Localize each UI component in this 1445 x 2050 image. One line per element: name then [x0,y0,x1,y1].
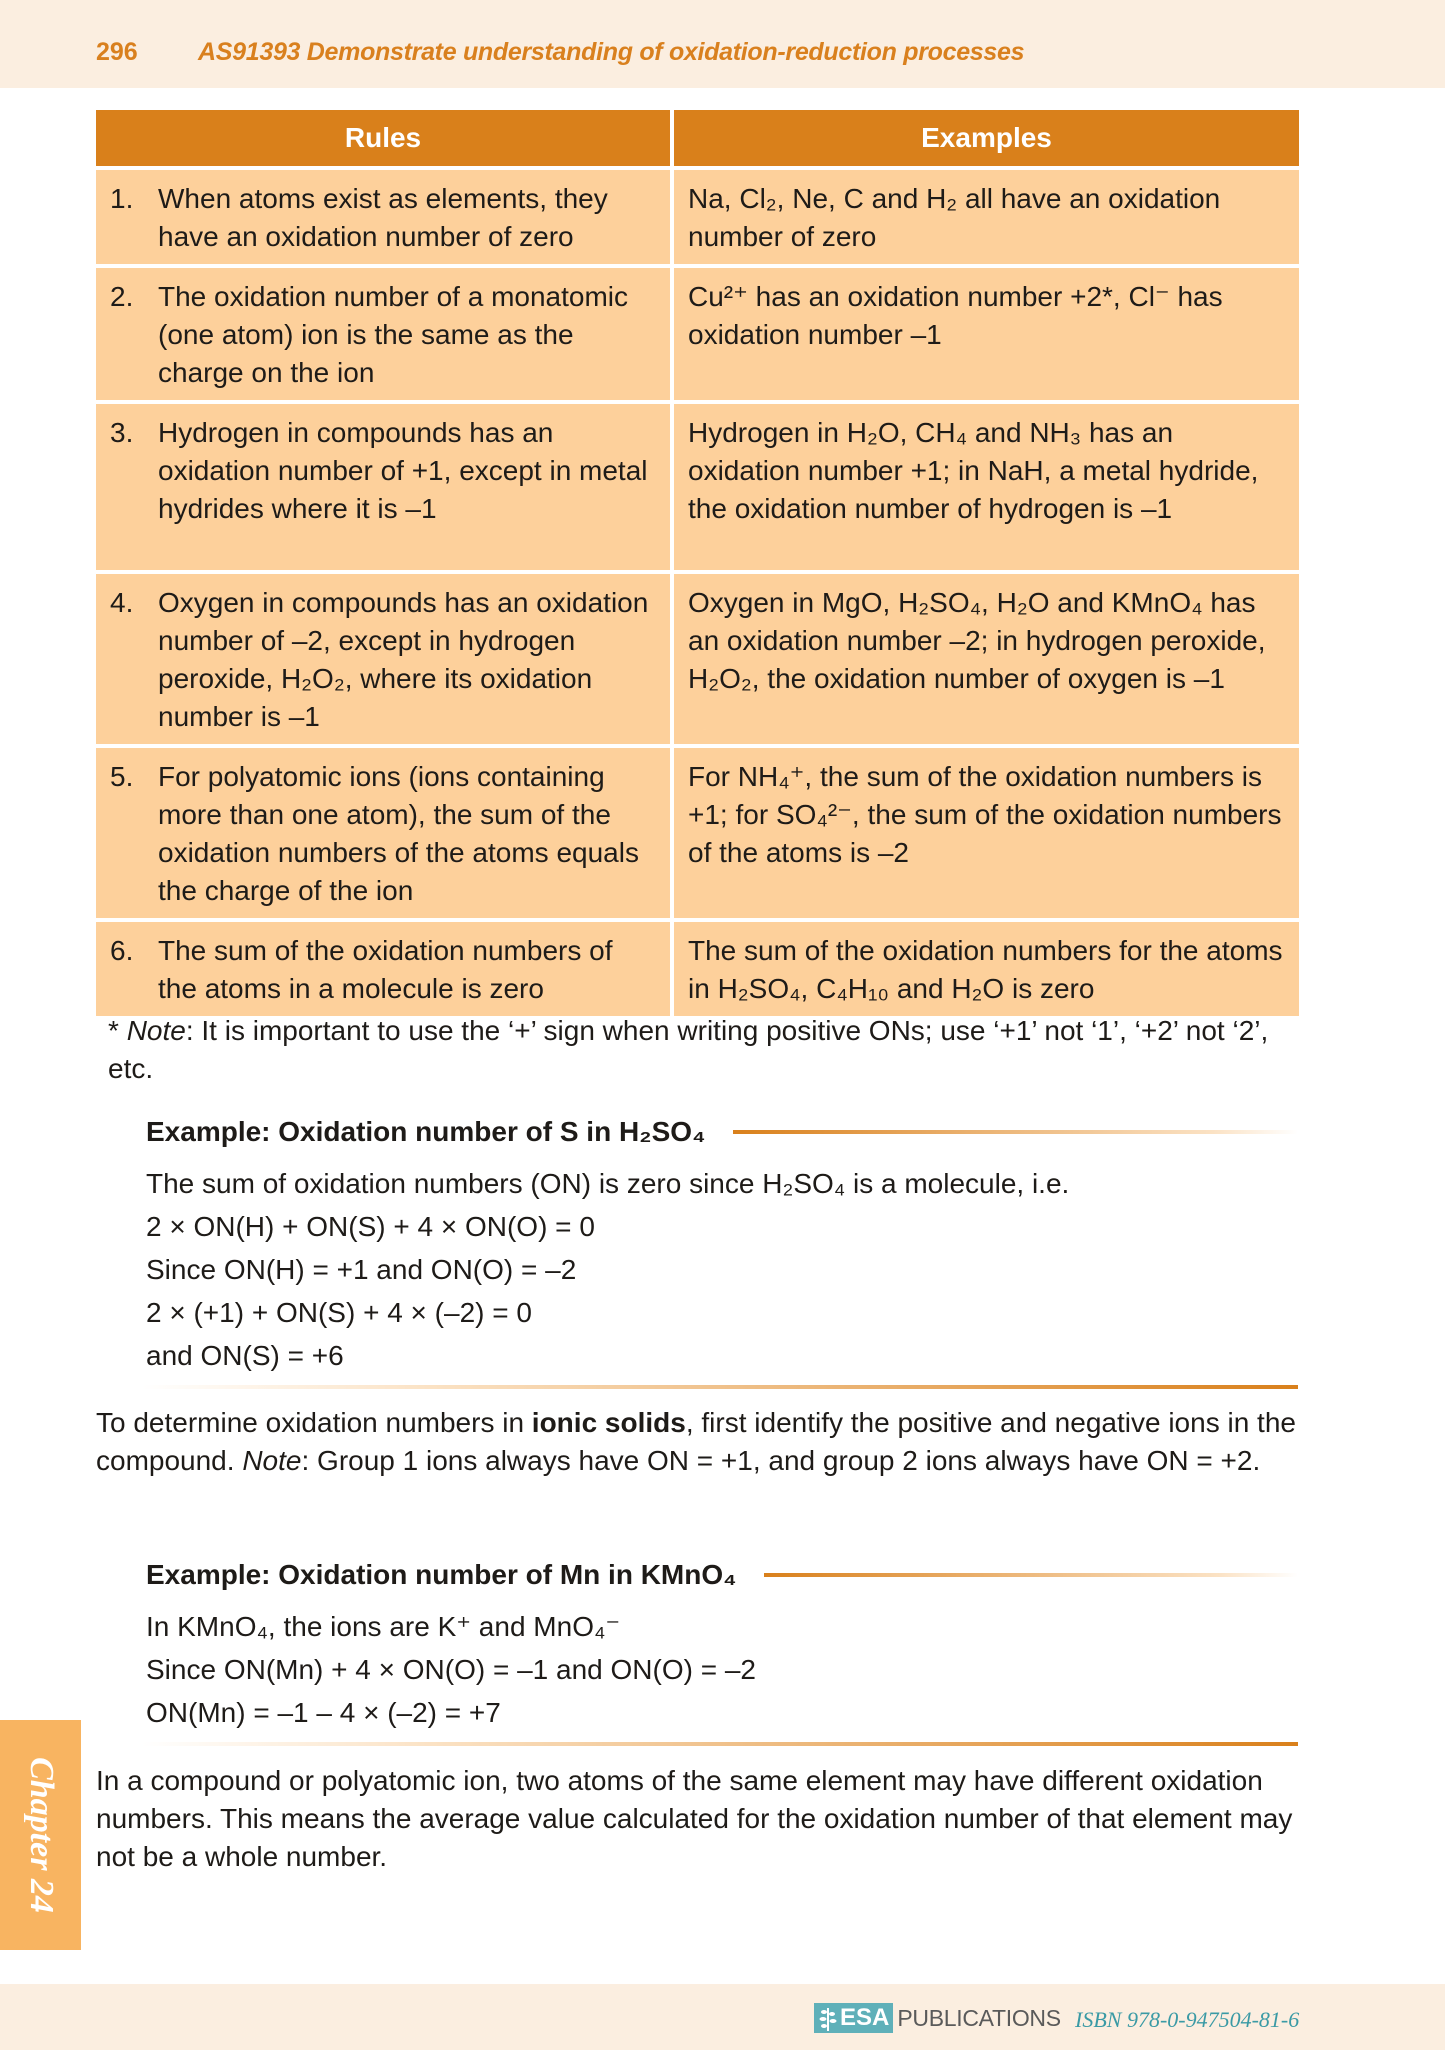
example-line: ON(Mn) = –1 – 4 × (–2) = +7 [146,1697,501,1728]
example-heading-text: Example: Oxidation number of S in H₂SO₄ [146,1116,706,1147]
heading-divider [733,1130,1298,1134]
rule-number: 3. [110,417,134,448]
isbn: ISBN 978-0-947504-81-6 [1075,2007,1300,2032]
table-row [96,922,1299,1016]
page-number: 296 [96,38,138,66]
example-cell: Hydrogen in H₂O, CH₄ and NH₃ has an oxidation number +1; in NaH, a metal hydride, the oxidation number of hydrogen is –1 [674,404,1299,574]
example-line: 2 × (+1) + ON(S) + 4 × (–2) = 0 [146,1297,532,1328]
footnote-text: It is important to use the ‘+’ sign when writing positive ONs; use ‘+1’ not ‘1’, ‘+2’ not ‘2’, etc. [108,1015,1269,1084]
paragraph-text: , first identify the positive and negative ions in the compound. [96,1407,1296,1476]
chapter-label: Chapter 24 [22,1757,60,1913]
rule-cell [96,268,674,404]
rule-cell [96,170,674,268]
footnote-asterisk: * [108,1015,119,1046]
example-box-sulfur [146,1112,1298,1389]
logo-text: ESA [840,2004,890,2031]
example-cell: Na, Cl₂, Ne, C and H₂ all have an oxidation number of zero [674,170,1299,268]
example-heading [146,1112,1298,1152]
rule-cell [96,574,674,748]
table-row [96,748,1299,922]
oxidation-rules-table [96,110,1299,1016]
running-title: AS91393 Demonstrate understanding of oxidation-reduction processes [198,38,1025,66]
publisher-logo [814,2003,1061,2033]
rule-number: 4. [110,587,134,618]
rule-number: 6. [110,935,134,966]
rule-cell [96,748,674,922]
example-line: In KMnO₄, the ions are K⁺ and MnO₄⁻ [146,1611,621,1642]
rule-number: 1. [110,183,134,214]
rule-text: When atoms exist as elements, they have an oxidation number of zero [158,183,608,252]
example-cell: Cu²⁺ has an oxidation number +2*, Cl⁻ has oxidation number –1 [674,268,1299,404]
example-box-manganese [146,1555,1298,1746]
table-row [96,574,1299,748]
column-header-rules: Rules [96,110,674,170]
column-header-examples: Examples [674,110,1299,170]
publisher-name: PUBLICATIONS [897,2004,1061,2031]
example-line: The sum of oxidation numbers (ON) is zero since H₂SO₄ is a molecule, i.e. [146,1168,1070,1199]
rule-text: The oxidation number of a monatomic (one atom) ion is the same as the charge on the ion [158,281,629,388]
rule-text: Hydrogen in compounds has an oxidation number of +1, except in metal hydrides where it is –1 [158,417,648,524]
table-row [96,404,1299,574]
rule-number: 5. [110,761,134,792]
example-line: 2 × ON(H) + ON(S) + 4 × ON(O) = 0 [146,1211,595,1242]
rule-text: For polyatomic ions (ions containing more than one atom), the sum of the oxidation numbers of the atoms equals the charge of the ion [158,761,639,906]
table-row [96,170,1299,268]
footnote: * Note: It is important to use the ‘+’ sign when writing positive ONs; use ‘+1’ not ‘1’, ‘+2’ not ‘2’, etc. [108,1015,1269,1084]
example-footer-divider [142,1385,1298,1389]
footnote-label: Note [126,1015,186,1046]
example-body [146,1605,1298,1734]
example-footer-divider [142,1742,1298,1746]
example-cell: For NH₄⁺, the sum of the oxidation numbers is +1; for SO₄²⁻, the sum of the oxidation numbers of the atoms is –2 [674,748,1299,922]
tree-icon [818,2004,838,2032]
rule-number: 2. [110,281,134,312]
average-on-paragraph: In a compound or polyatomic ion, two atoms of the same element may have different oxidation numbers. This means the average value calculated for the oxidation number of that element may not be a whole number. [96,1765,1293,1872]
rule-text: Oxygen in compounds has an oxidation number of –2, except in hydrogen peroxide, H₂O₂, where its oxidation number is –1 [158,587,649,732]
example-cell: The sum of the oxidation numbers for the atoms in H₂SO₄, C₄H₁₀ and H₂O is zero [674,922,1299,1016]
paragraph-text: : Group 1 ions always have ON = +1, and group 2 ions always have ON = +2. [301,1445,1261,1476]
example-line: Since ON(H) = +1 and ON(O) = –2 [146,1254,577,1285]
example-cell: Oxygen in MgO, H₂SO₄, H₂O and KMnO₄ has an oxidation number –2; in hydrogen peroxide, H₂O₂, the oxidation number of oxygen is –1 [674,574,1299,748]
heading-divider [764,1573,1298,1577]
rule-cell [96,404,674,574]
paragraph-text: To determine oxidation numbers in [96,1407,532,1438]
example-heading-text: Example: Oxidation number of Mn in KMnO₄ [146,1559,737,1590]
example-heading [146,1555,1298,1595]
logo-box [814,2003,893,2033]
table-row [96,268,1299,404]
rule-cell [96,922,674,1016]
rule-text: The sum of the oxidation numbers of the atoms in a molecule is zero [158,935,613,1004]
example-body [146,1162,1298,1377]
ionic-solids-paragraph [96,1404,1306,1480]
table-header-row [96,110,1299,170]
example-line: and ON(S) = +6 [146,1340,344,1371]
key-term: ionic solids [531,1407,686,1438]
example-line: Since ON(Mn) + 4 × ON(O) = –1 and ON(O) = –2 [146,1654,756,1685]
chapter-tab [0,1720,81,1950]
note-label: Note [242,1445,302,1476]
